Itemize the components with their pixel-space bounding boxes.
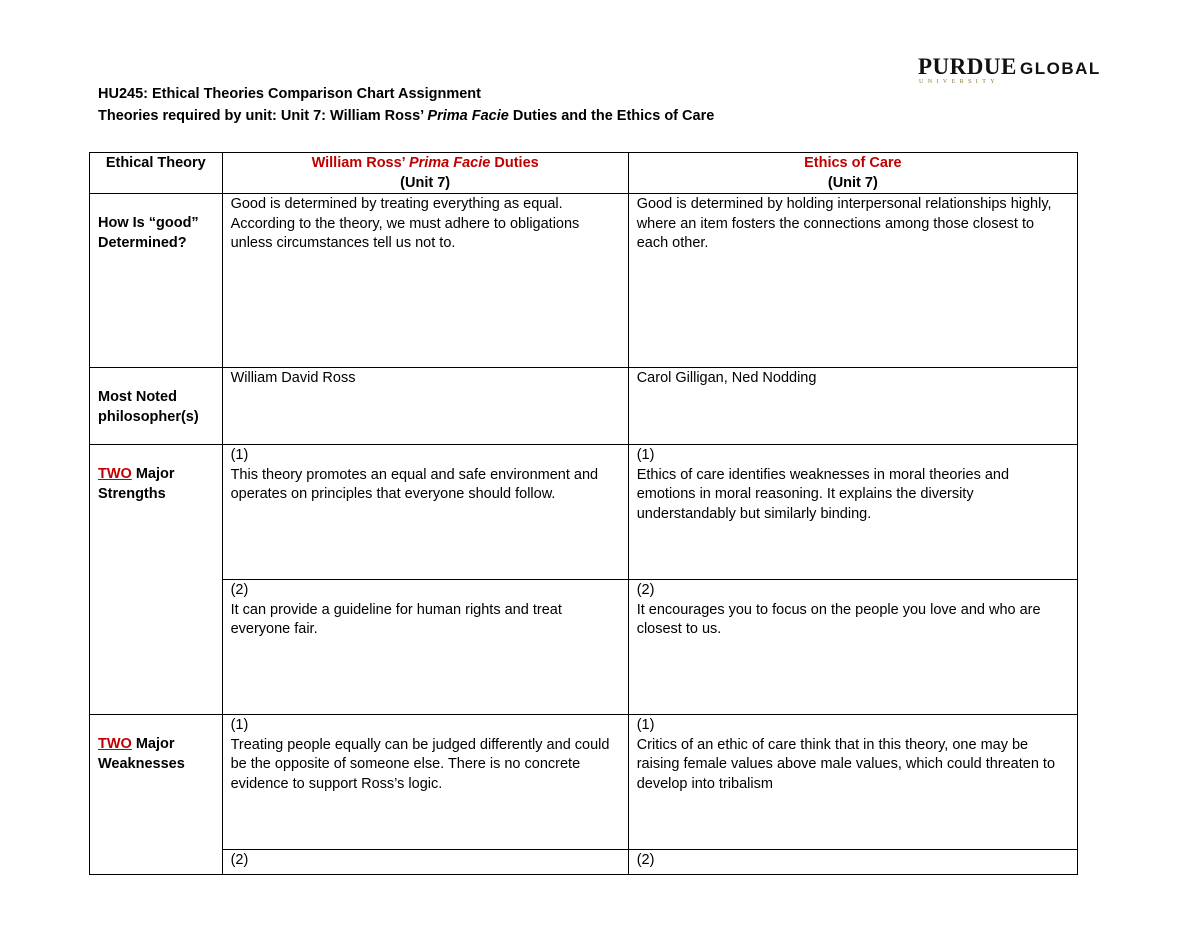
corner-header: Ethical Theory bbox=[90, 153, 223, 194]
good-care-cell: Good is determined by holding interpersonal relationships highly, where an item fosters the connections among those closest to each other. bbox=[628, 194, 1077, 368]
assignment-title: HU245: Ethical Theories Comparison Chart Assignment bbox=[98, 86, 481, 102]
theories-suffix: Duties and the Ethics of Care bbox=[508, 108, 715, 124]
col-header-ross bbox=[222, 153, 628, 194]
table-row bbox=[90, 580, 1078, 715]
row-label-strengths: TWO Major Strengths bbox=[90, 445, 223, 715]
strength2-ross-cell: (2) It can provide a guideline for human rights and treat everyone fair. bbox=[222, 580, 628, 715]
philosopher-care-cell: Carol Gilligan, Ned Nodding bbox=[628, 368, 1077, 445]
good-ross-cell: Good is determined by treating everything as equal. According to the theory, we must adhere to obligations unless circumstances tell us not to. bbox=[222, 194, 628, 368]
table-row bbox=[90, 368, 1078, 445]
strength1-ross-cell: (1) This theory promotes an equal and safe environment and operates on principles that everyone should follow. bbox=[222, 445, 628, 580]
care-unit: (Unit 7) bbox=[827, 174, 878, 191]
logo-purdue-text: PURDUE bbox=[918, 54, 1017, 79]
comparison-chart bbox=[89, 152, 1078, 875]
weakness2-ross-cell: (2) bbox=[222, 850, 628, 875]
table-row bbox=[90, 715, 1078, 850]
col-header-care bbox=[628, 153, 1077, 194]
strength2-care-cell: (2) It encourages you to focus on the people you love and who are closest to us. bbox=[628, 580, 1077, 715]
table-header-row bbox=[90, 153, 1078, 194]
row-label-philosopher: Most Noted philosopher(s) bbox=[90, 368, 223, 445]
strength1-care-cell: (1) Ethics of care identifies weaknesses in moral theories and emotions in moral reasoning. It explains the diversity understandably but similarly binding. bbox=[628, 445, 1077, 580]
theories-required-line bbox=[98, 108, 714, 124]
ross-unit: (Unit 7) bbox=[400, 174, 451, 191]
table-row bbox=[90, 850, 1078, 875]
weakness1-ross-cell: (1) Treating people equally can be judged differently and could be the opposite of someone else. There is no concrete evidence to support Ross’s logic. bbox=[222, 715, 628, 850]
logo-global-text: GLOBAL bbox=[1020, 59, 1101, 78]
table-row bbox=[90, 194, 1078, 368]
row-label-weaknesses: TWO Major Weaknesses bbox=[90, 715, 223, 875]
table-row bbox=[90, 445, 1078, 580]
weakness2-care-cell: (2) bbox=[628, 850, 1077, 875]
philosopher-ross-cell: William David Ross bbox=[222, 368, 628, 445]
theories-prefix: Theories required by unit: Unit 7: William Ross’ bbox=[98, 108, 428, 124]
row-label-good: How Is “good” Determined? bbox=[90, 194, 223, 368]
ross-title: William Ross’ Prima Facie Duties bbox=[311, 155, 539, 171]
weakness1-care-cell: (1) Critics of an ethic of care think that in this theory, one may be raising female values above male values, which could threaten to develop into tribalism bbox=[628, 715, 1077, 850]
purdue-global-logo bbox=[918, 54, 1108, 88]
logo-university-text: UNIVERSITY bbox=[919, 79, 999, 85]
care-title: Ethics of Care bbox=[804, 155, 902, 171]
theories-italic: Prima Facie bbox=[427, 108, 509, 124]
